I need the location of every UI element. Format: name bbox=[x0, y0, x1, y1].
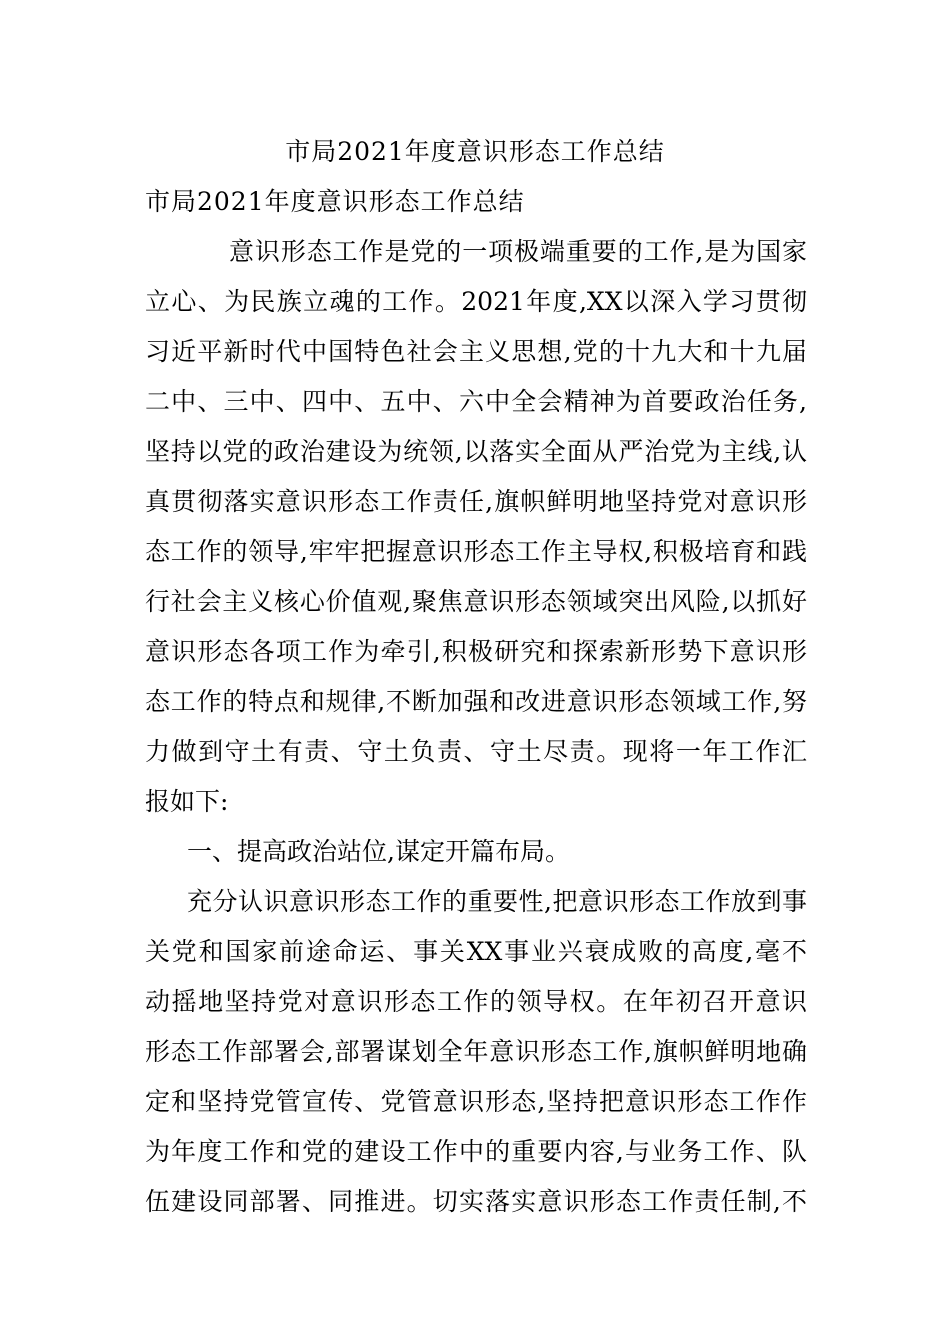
paragraph-line: 充分认识意识形态工作的重要性,把意识形态工作放到事 bbox=[187, 887, 807, 916]
paragraph-line: 形态工作部署会,部署谋划全年意识形态工作,旗帜鲜明地确 bbox=[145, 1037, 807, 1066]
paragraph-line: 立心、为民族立魂的工作。2021年度,XX以深入学习贯彻 bbox=[145, 287, 807, 316]
paragraph-line: 意识形态工作是党的一项极端重要的工作,是为国家 bbox=[229, 237, 807, 266]
document-subtitle: 市局2021年度意识形态工作总结 bbox=[145, 187, 525, 216]
paragraph-line: 伍建设同部署、同推进。切实落实意识形态工作责任制,不 bbox=[145, 1187, 807, 1216]
paragraph-line: 定和坚持党管宣传、党管意识形态,坚持把意识形态工作作 bbox=[145, 1087, 807, 1116]
paragraph-line: 意识形态各项工作为牵引,积极研究和探索新形势下意识形 bbox=[145, 637, 807, 666]
paragraph-line: 习近平新时代中国特色社会主义思想,党的十九大和十九届 bbox=[145, 337, 807, 366]
paragraph-line: 态工作的领导,牢牢把握意识形态工作主导权,积极培育和践 bbox=[145, 537, 807, 566]
paragraph-line: 二中、三中、四中、五中、六中全会精神为首要政治任务, bbox=[145, 387, 807, 416]
paragraph-line: 坚持以党的政治建设为统领,以落实全面从严治党为主线,认 bbox=[145, 437, 807, 466]
paragraph-line: 报如下: bbox=[145, 787, 229, 816]
paragraph-line: 态工作的特点和规律,不断加强和改进意识形态领域工作,努 bbox=[145, 687, 807, 716]
paragraph-line: 为年度工作和党的建设工作中的重要内容,与业务工作、队 bbox=[145, 1137, 807, 1166]
paragraph-line: 真贯彻落实意识形态工作责任,旗帜鲜明地坚持党对意识形 bbox=[145, 487, 807, 516]
document-title: 市局2021年度意识形态工作总结 bbox=[285, 137, 665, 166]
section-heading: 一、提高政治站位,谋定开篇布局。 bbox=[187, 837, 570, 866]
paragraph-line: 行社会主义核心价值观,聚焦意识形态领域突出风险,以抓好 bbox=[145, 587, 807, 616]
paragraph-line: 动摇地坚持党对意识形态工作的领导权。在年初召开意识 bbox=[145, 987, 807, 1016]
paragraph-line: 力做到守土有责、守土负责、守土尽责。现将一年工作汇 bbox=[145, 737, 807, 766]
paragraph-line: 关党和国家前途命运、事关XX事业兴衰成败的高度,毫不 bbox=[145, 937, 807, 966]
